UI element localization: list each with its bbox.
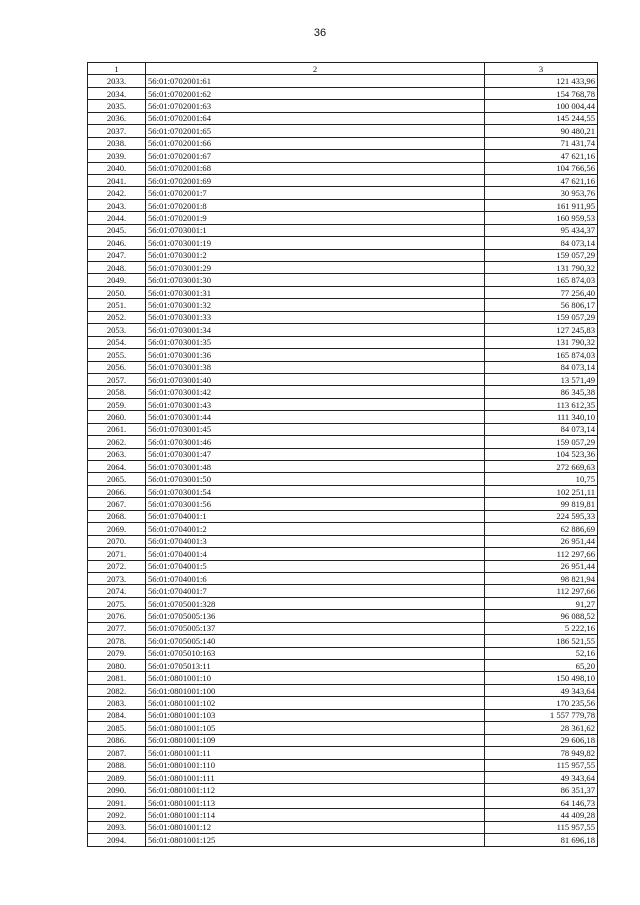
cadastral-number-cell: 56:01:0703001:30 [146,274,485,286]
value-cell: 52,16 [485,647,598,659]
value-cell: 13 571,49 [485,373,598,385]
table-row [88,436,598,448]
cadastral-number-cell: 56:01:0801001:11 [146,747,485,759]
table-row [88,187,598,199]
row-index-cell: 2076. [88,610,146,622]
table-row [88,697,598,709]
value-cell: 84 073,14 [485,423,598,435]
value-cell: 170 235,56 [485,697,598,709]
cadastral-number-cell: 56:01:0703001:34 [146,324,485,336]
row-index-cell: 2063. [88,448,146,460]
cadastral-number-cell: 56:01:0703001:33 [146,311,485,323]
row-index-cell: 2055. [88,349,146,361]
value-cell: 96 088,52 [485,610,598,622]
value-cell: 26 951,44 [485,535,598,547]
table-row [88,672,598,684]
table-row [88,473,598,485]
row-index-cell: 2037. [88,125,146,137]
row-index-cell: 2059. [88,398,146,410]
value-cell: 165 874,03 [485,349,598,361]
cadastral-number-cell: 56:01:0703001:48 [146,461,485,473]
cadastral-number-cell: 56:01:0704001:7 [146,585,485,597]
cadastral-number-cell: 56:01:0705005:136 [146,610,485,622]
value-cell: 49 343,64 [485,684,598,696]
value-cell: 160 959,53 [485,212,598,224]
table-row [88,548,598,560]
row-index-cell: 2047. [88,249,146,261]
table-row [88,784,598,796]
table-row [88,174,598,186]
value-cell: 47 621,16 [485,150,598,162]
table-row [88,560,598,572]
value-cell: 78 949,82 [485,747,598,759]
cadastral-number-cell: 56:01:0703001:44 [146,411,485,423]
table-row [88,771,598,783]
row-index-cell: 2082. [88,684,146,696]
value-cell: 84 073,14 [485,361,598,373]
table-row [88,87,598,99]
value-cell: 102 251,11 [485,485,598,497]
cadastral-number-cell: 56:01:0703001:38 [146,361,485,373]
row-index-cell: 2046. [88,237,146,249]
cadastral-number-cell: 56:01:0703001:54 [146,485,485,497]
table-row [88,635,598,647]
table-row [88,510,598,522]
row-index-cell: 2064. [88,461,146,473]
value-cell: 100 004,44 [485,100,598,112]
column-header-cadastral-number: 2 [146,63,485,75]
row-index-cell: 2057. [88,373,146,385]
table-row [88,535,598,547]
table-row [88,112,598,124]
table-row [88,137,598,149]
cadastral-number-cell: 56:01:0702001:7 [146,187,485,199]
table-row [88,448,598,460]
cadastral-number-cell: 56:01:0705005:137 [146,622,485,634]
row-index-cell: 2058. [88,386,146,398]
cadastral-number-cell: 56:01:0703001:50 [146,473,485,485]
value-cell: 28 361,62 [485,722,598,734]
cadastral-number-cell: 56:01:0703001:29 [146,262,485,274]
row-index-cell: 2089. [88,771,146,783]
row-index-cell: 2044. [88,212,146,224]
column-header-index: 1 [88,63,146,75]
cadastral-number-cell: 56:01:0703001:42 [146,386,485,398]
row-index-cell: 2034. [88,87,146,99]
cadastral-number-cell: 56:01:0703001:35 [146,336,485,348]
cadastral-number-cell: 56:01:0703001:31 [146,286,485,298]
row-index-cell: 2053. [88,324,146,336]
table-row [88,622,598,634]
row-index-cell: 2092. [88,809,146,821]
value-cell: 111 340,10 [485,411,598,423]
value-cell: 104 523,36 [485,448,598,460]
cadastral-number-cell: 56:01:0704001:1 [146,510,485,522]
cadastral-number-cell: 56:01:0801001:10 [146,672,485,684]
value-cell: 62 886,69 [485,523,598,535]
row-index-cell: 2060. [88,411,146,423]
value-cell: 272 669,63 [485,461,598,473]
cadastral-number-cell: 56:01:0801001:12 [146,821,485,833]
value-cell: 95 434,37 [485,224,598,236]
row-index-cell: 2041. [88,174,146,186]
value-cell: 30 953,76 [485,187,598,199]
table-row [88,585,598,597]
table-row [88,125,598,137]
row-index-cell: 2094. [88,834,146,846]
table-row [88,809,598,821]
row-index-cell: 2066. [88,485,146,497]
value-cell: 115 957,55 [485,759,598,771]
value-cell: 64 146,73 [485,796,598,808]
table-row [88,834,598,846]
table-row [88,324,598,336]
table-row [88,647,598,659]
cadastral-number-cell: 56:01:0702001:65 [146,125,485,137]
table-row [88,336,598,348]
row-index-cell: 2090. [88,784,146,796]
value-cell: 131 790,32 [485,262,598,274]
row-index-cell: 2033. [88,75,146,87]
value-cell: 145 244,55 [485,112,598,124]
row-index-cell: 2051. [88,299,146,311]
value-cell: 77 256,40 [485,286,598,298]
row-index-cell: 2056. [88,361,146,373]
value-cell: 161 911,95 [485,199,598,211]
table-row [88,150,598,162]
cadastral-number-cell: 56:01:0704001:2 [146,523,485,535]
value-cell: 5 222,16 [485,622,598,634]
cadastral-number-cell: 56:01:0702001:67 [146,150,485,162]
value-cell: 159 057,29 [485,436,598,448]
cadastral-number-cell: 56:01:0703001:40 [146,373,485,385]
cadastral-number-cell: 56:01:0702001:69 [146,174,485,186]
value-cell: 98 821,94 [485,572,598,584]
table-row [88,299,598,311]
table-row [88,237,598,249]
value-cell: 90 480,21 [485,125,598,137]
row-index-cell: 2072. [88,560,146,572]
row-index-cell: 2087. [88,747,146,759]
value-cell: 113 612,35 [485,398,598,410]
value-cell: 10,75 [485,473,598,485]
value-cell: 91,27 [485,597,598,609]
page-number: 36 [313,27,327,39]
table-row [88,747,598,759]
table-row [88,709,598,721]
cadastral-number-cell: 56:01:0702001:9 [146,212,485,224]
value-cell: 84 073,14 [485,237,598,249]
cadastral-number-cell: 56:01:0705001:328 [146,597,485,609]
value-cell: 81 696,18 [485,834,598,846]
row-index-cell: 2081. [88,672,146,684]
value-cell: 131 790,32 [485,336,598,348]
row-index-cell: 2035. [88,100,146,112]
value-cell: 1 557 779,78 [485,709,598,721]
value-cell: 29 606,18 [485,734,598,746]
row-index-cell: 2052. [88,311,146,323]
cadastral-number-cell: 56:01:0703001:2 [146,249,485,261]
table-row [88,610,598,622]
row-index-cell: 2071. [88,548,146,560]
table-row [88,597,598,609]
table-row [88,100,598,112]
row-index-cell: 2075. [88,597,146,609]
row-index-cell: 2043. [88,199,146,211]
row-index-cell: 2088. [88,759,146,771]
value-cell: 99 819,81 [485,498,598,510]
cadastral-number-cell: 56:01:0702001:61 [146,75,485,87]
table-row [88,162,598,174]
cadastral-number-cell: 56:01:0801001:125 [146,834,485,846]
row-index-cell: 2080. [88,660,146,672]
cadastral-number-cell: 56:01:0702001:66 [146,137,485,149]
value-cell: 150 498,10 [485,672,598,684]
value-cell: 71 431,74 [485,137,598,149]
row-index-cell: 2074. [88,585,146,597]
cadastral-number-cell: 56:01:0705013:11 [146,660,485,672]
cadastral-number-cell: 56:01:0703001:32 [146,299,485,311]
cadastral-number-cell: 56:01:0703001:56 [146,498,485,510]
table-row [88,684,598,696]
cadastral-number-cell: 56:01:0703001:47 [146,448,485,460]
cadastral-number-cell: 56:01:0705010:163 [146,647,485,659]
table-row [88,411,598,423]
row-index-cell: 2067. [88,498,146,510]
row-index-cell: 2085. [88,722,146,734]
cadastral-number-cell: 56:01:0703001:45 [146,423,485,435]
column-header-value: 3 [485,63,598,75]
cadastral-number-cell: 56:01:0703001:36 [146,349,485,361]
table-header-row [88,63,598,75]
table-row [88,373,598,385]
row-index-cell: 2045. [88,224,146,236]
value-cell: 104 766,56 [485,162,598,174]
value-cell: 26 951,44 [485,560,598,572]
row-index-cell: 2039. [88,150,146,162]
row-index-cell: 2038. [88,137,146,149]
row-index-cell: 2084. [88,709,146,721]
value-cell: 49 343,64 [485,771,598,783]
value-cell: 86 351,37 [485,784,598,796]
value-cell: 112 297,66 [485,585,598,597]
row-index-cell: 2077. [88,622,146,634]
cadastral-number-cell: 56:01:0702001:64 [146,112,485,124]
cadastral-number-cell: 56:01:0704001:3 [146,535,485,547]
row-index-cell: 2062. [88,436,146,448]
table-row [88,386,598,398]
cadastral-number-cell: 56:01:0801001:113 [146,796,485,808]
value-cell: 56 806,17 [485,299,598,311]
value-cell: 86 345,38 [485,386,598,398]
row-index-cell: 2070. [88,535,146,547]
cadastral-table [87,62,598,847]
row-index-cell: 2079. [88,647,146,659]
table-row [88,461,598,473]
cadastral-number-cell: 56:01:0801001:102 [146,697,485,709]
cadastral-number-cell: 56:01:0702001:63 [146,100,485,112]
cadastral-number-cell: 56:01:0703001:43 [146,398,485,410]
cadastral-number-cell: 56:01:0702001:62 [146,87,485,99]
row-index-cell: 2091. [88,796,146,808]
value-cell: 65,20 [485,660,598,672]
table-row [88,759,598,771]
row-index-cell: 2083. [88,697,146,709]
row-index-cell: 2054. [88,336,146,348]
row-index-cell: 2042. [88,187,146,199]
row-index-cell: 2073. [88,572,146,584]
value-cell: 186 521,55 [485,635,598,647]
row-index-cell: 2036. [88,112,146,124]
row-index-cell: 2048. [88,262,146,274]
table-row [88,311,598,323]
value-cell: 112 297,66 [485,548,598,560]
cadastral-number-cell: 56:01:0704001:6 [146,572,485,584]
cadastral-number-cell: 56:01:0705005:140 [146,635,485,647]
table-row [88,485,598,497]
cadastral-number-cell: 56:01:0703001:46 [146,436,485,448]
cadastral-number-cell: 56:01:0704001:4 [146,548,485,560]
table-row [88,423,598,435]
cadastral-number-cell: 56:01:0703001:1 [146,224,485,236]
table-row [88,796,598,808]
table-row [88,212,598,224]
table-row [88,349,598,361]
table-row [88,262,598,274]
table-row [88,224,598,236]
table-row [88,286,598,298]
table-row [88,199,598,211]
value-cell: 165 874,03 [485,274,598,286]
table-row [88,361,598,373]
value-cell: 115 957,55 [485,821,598,833]
cadastral-number-cell: 56:01:0704001:5 [146,560,485,572]
value-cell: 224 595,33 [485,510,598,522]
table-row [88,498,598,510]
row-index-cell: 2050. [88,286,146,298]
table-row [88,523,598,535]
row-index-cell: 2061. [88,423,146,435]
row-index-cell: 2086. [88,734,146,746]
cadastral-number-cell: 56:01:0801001:110 [146,759,485,771]
table-row [88,722,598,734]
table-body [88,75,598,846]
table-row [88,821,598,833]
cadastral-number-cell: 56:01:0801001:111 [146,771,485,783]
cadastral-number-cell: 56:01:0801001:103 [146,709,485,721]
cadastral-number-cell: 56:01:0703001:19 [146,237,485,249]
row-index-cell: 2093. [88,821,146,833]
value-cell: 159 057,29 [485,249,598,261]
cadastral-number-cell: 56:01:0801001:109 [146,734,485,746]
row-index-cell: 2040. [88,162,146,174]
cadastral-number-cell: 56:01:0801001:114 [146,809,485,821]
cadastral-number-cell: 56:01:0702001:68 [146,162,485,174]
value-cell: 121 433,96 [485,75,598,87]
table-row [88,734,598,746]
row-index-cell: 2065. [88,473,146,485]
table-row [88,572,598,584]
value-cell: 159 057,29 [485,311,598,323]
value-cell: 44 409,28 [485,809,598,821]
table-row [88,75,598,87]
row-index-cell: 2078. [88,635,146,647]
table-row [88,660,598,672]
cadastral-number-cell: 56:01:0801001:105 [146,722,485,734]
table-row [88,398,598,410]
value-cell: 154 768,78 [485,87,598,99]
table-row [88,249,598,261]
cadastral-number-cell: 56:01:0801001:100 [146,684,485,696]
row-index-cell: 2068. [88,510,146,522]
cadastral-number-cell: 56:01:0702001:8 [146,199,485,211]
table-row [88,274,598,286]
value-cell: 127 245,83 [485,324,598,336]
row-index-cell: 2049. [88,274,146,286]
row-index-cell: 2069. [88,523,146,535]
cadastral-number-cell: 56:01:0801001:112 [146,784,485,796]
value-cell: 47 621,16 [485,174,598,186]
